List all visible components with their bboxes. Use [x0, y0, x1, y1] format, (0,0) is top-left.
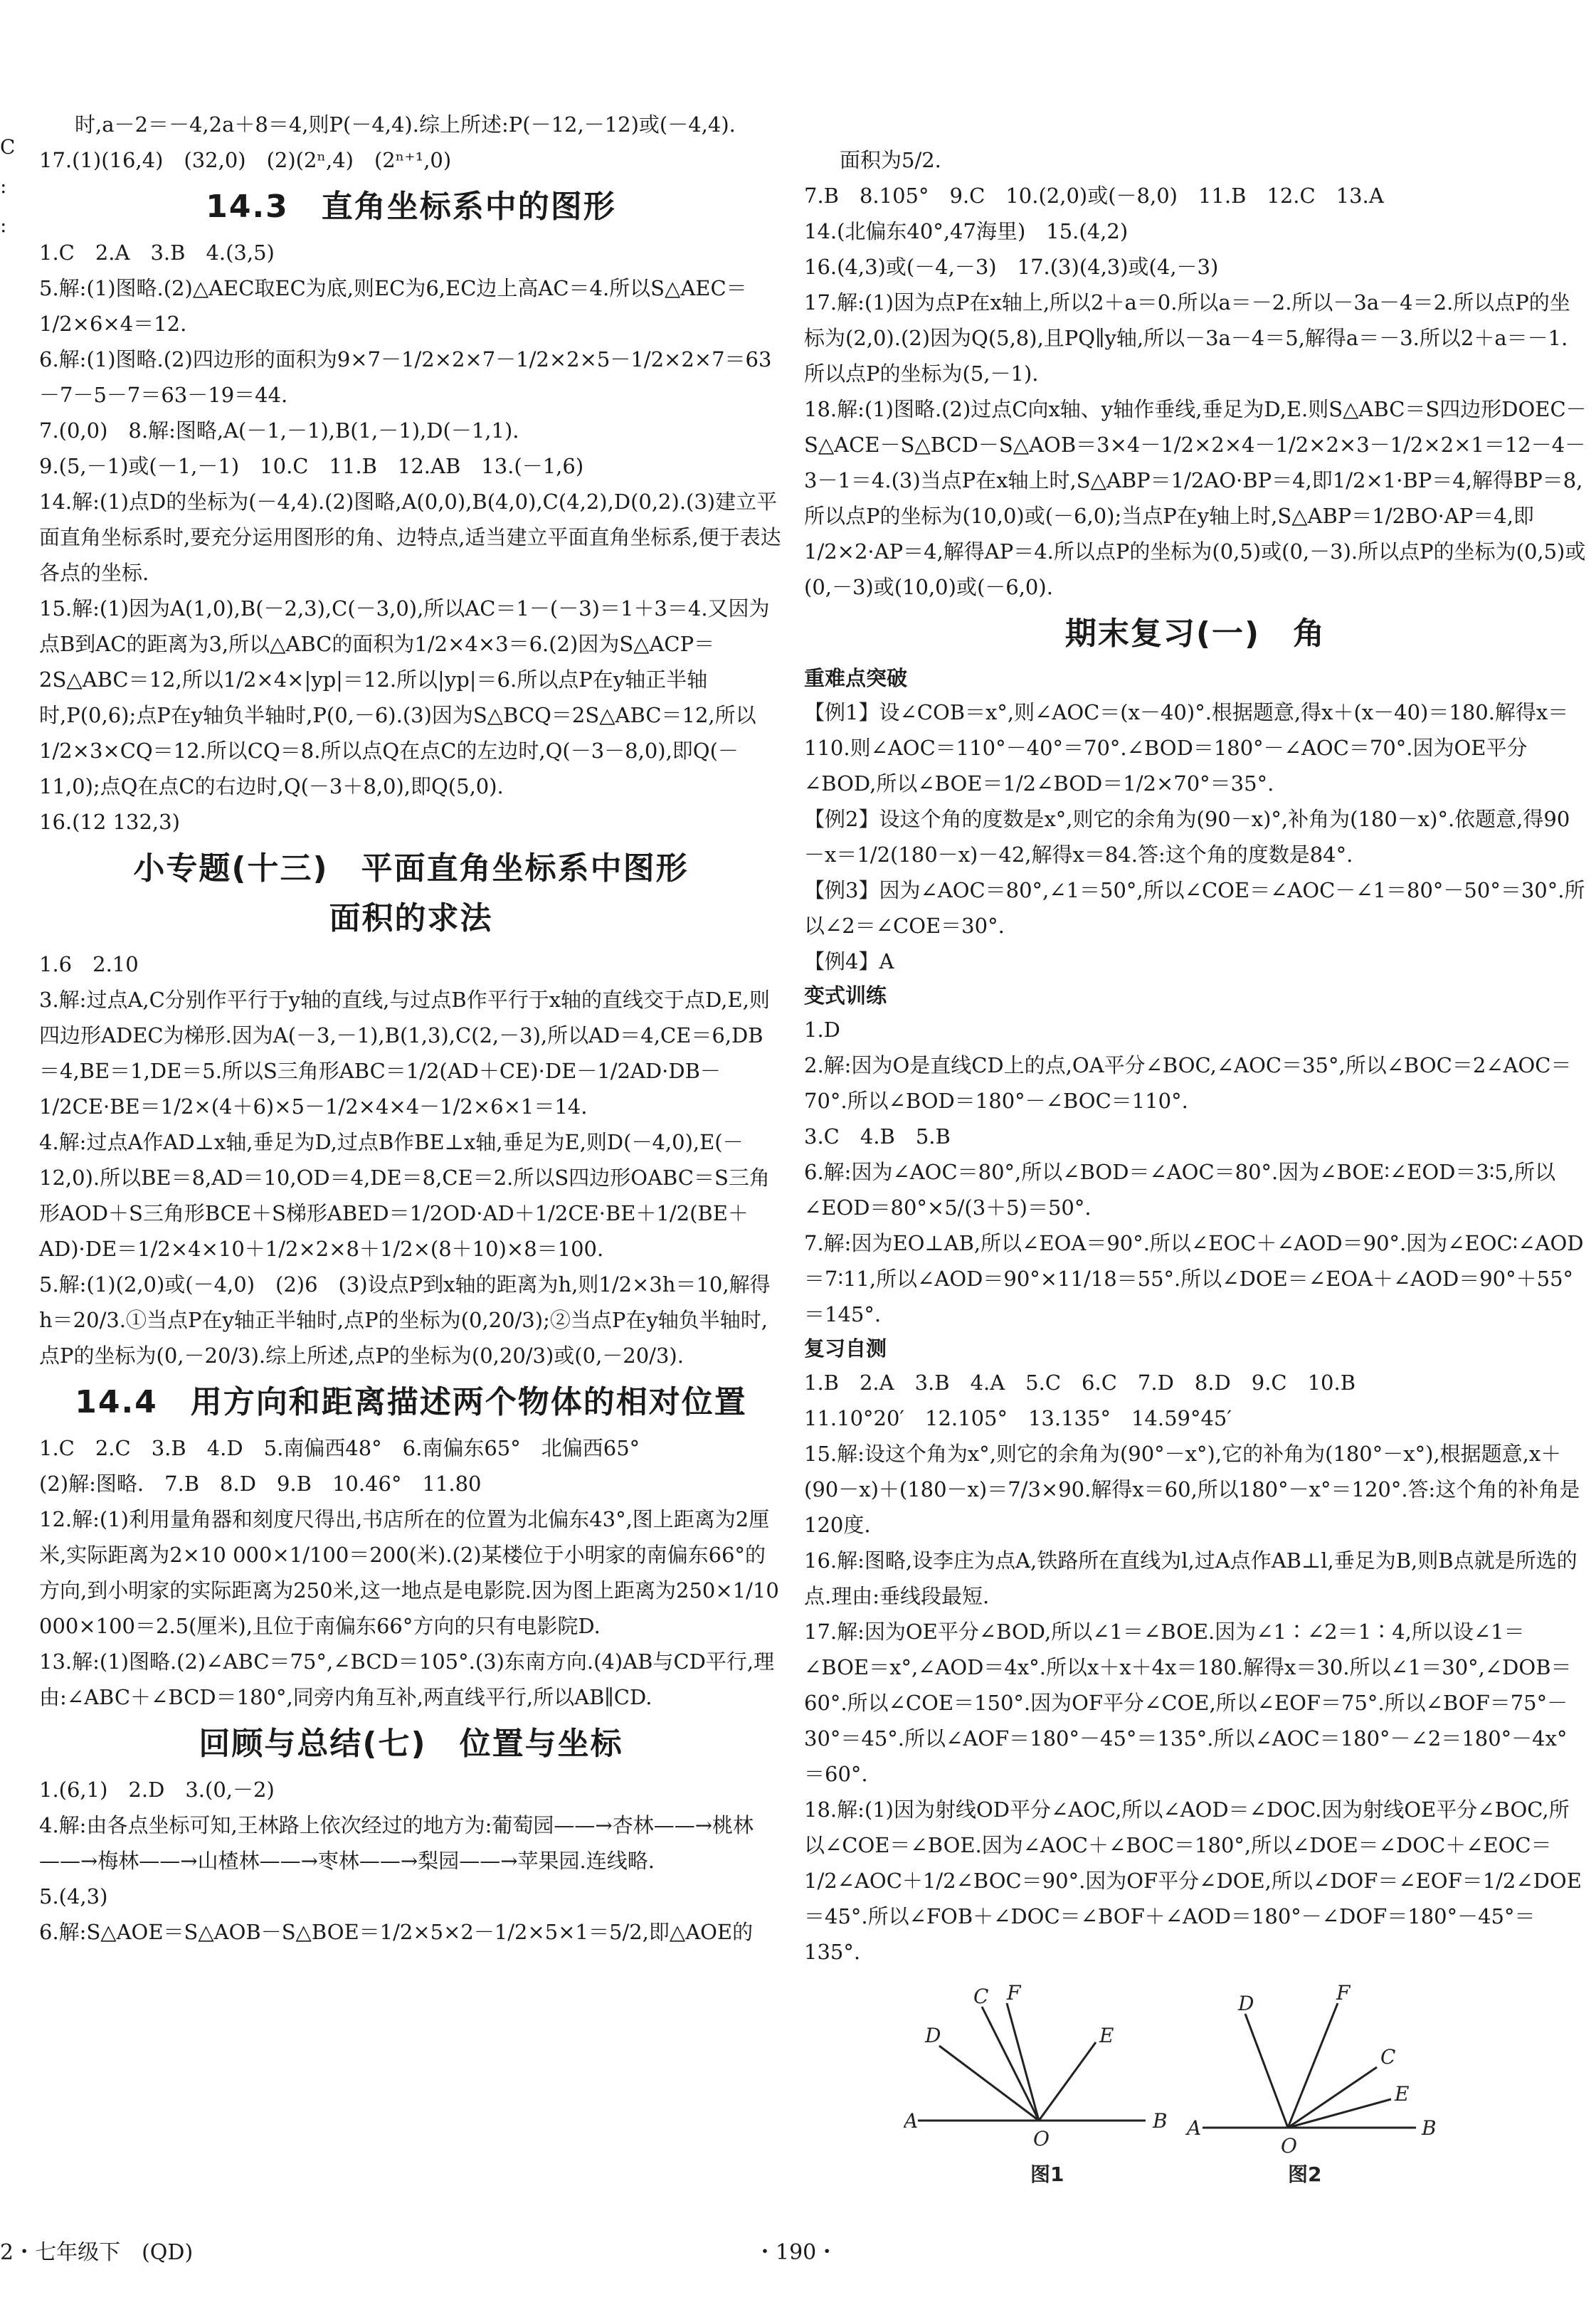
- answer-item: 14.解:(1)点D的坐标为(－4,4).(2)图略,A(0,0),B(4,0),C(4,2),D(0,2).(3)建立平面直角坐标系时,要充分运用图形的角、边特点,适当建立平面直角坐标系,便于表达各点的坐标.: [39, 490, 781, 585]
- answer-item: 9.(5,－1)或(－1,－1) 10.C 11.B 12.AB 13.(－1,6): [39, 454, 584, 478]
- section-heading: 14.4 用方向和距离描述两个物体的相对位置: [75, 1384, 747, 1420]
- footer-grade: 2・七年级下 (QD): [0, 2240, 194, 2265]
- fig1-label-o: O: [1033, 2127, 1050, 2150]
- answer-item: 17.解:(1)因为点P在x轴上,所以2＋a＝0.所以a＝－2.所以－3a－4＝2.所以点P的坐标为(2,0).(2)因为Q(5,8),且PQ∥y轴,所以－3a－4＝5,解得a＝－3.所以2＋a＝－1.所以点P的坐标为(5,－1).: [804, 290, 1570, 386]
- answer-item: 18.解:(1)图略.(2)过点C向x轴、y轴作垂线,垂足为D,E.则S△ABC＝S四边形DOEC－S△ACE－S△BCD－S△AOB＝3×4－1/2×2×4－1/2×2×3－1/2×2×1＝12－4－3－1＝4.(3)当点P在x轴上时,S△ABP＝1/2AO·BP＝4,即1/2×1·BP＝4,解得BP＝8,所以点P的坐标为(10,0)或(－6,0);当点P在y轴上时,S△ABP＝1/2BO·AP＝4,即1/2×2·AP＝4,解得AP＝4.所以点P的坐标为(0,5)或(0,－3).所以点P的坐标为(0,5)或(0,－3)或(10,0)或(－6,0).: [804, 397, 1587, 599]
- fig1-label-a: A: [904, 2109, 919, 2133]
- answer-item: 【例4】A: [804, 949, 894, 973]
- fig2-label-b: B: [1422, 2116, 1437, 2140]
- edge-mark-3: :: [0, 213, 7, 237]
- ray-od: [939, 2046, 1039, 2121]
- subsection-heading: 变式训练: [804, 983, 887, 1008]
- fig2-label-o: O: [1281, 2134, 1297, 2158]
- section-heading: 回顾与总结(七) 位置与坐标: [199, 1726, 623, 1762]
- answer-item: 5.解:(1)图略.(2)△AEC取EC为底,则EC为6,EC边上高AC＝4.所以S△AEC＝1/2×6×4＝12.: [39, 276, 747, 336]
- answer-item: 6.解:(1)图略.(2)四边形的面积为9×7－1/2×2×7－1/2×2×5－1/2×2×7＝63－7－5－7＝63－19＝44.: [39, 347, 772, 407]
- answer-item: 17.(1)(16,4) (32,0) (2)(2ⁿ,4) (2ⁿ⁺¹,0): [39, 148, 452, 172]
- answer-item: 16.解:图略,设李庄为点A,铁路所在直线为l,过A点作AB⊥l,垂足为B,则B点就是所选的点.理由:垂线段最短.: [804, 1548, 1577, 1608]
- answer-item: 17.解:因为OE平分∠BOD,所以∠1＝∠BOE.因为∠1∶∠2＝1∶4,所以设∠1＝∠BOE＝x°,∠AOD＝4x°.所以x＋x＋4x＝180.解得x＝30.所以∠1＝30°,∠DOB＝60°.所以∠COE＝150°.因为OF平分∠COE,所以∠EOF＝75°.所以∠BOF＝75°－30°＝45°.所以∠AOF＝180°－45°＝135°.所以∠AOC＝180°－∠2＝180°－4x°＝60°.: [804, 1620, 1572, 1786]
- fig2-label-a: A: [1187, 2116, 1202, 2140]
- answer-item: 4.解:过点A作AD⊥x轴,垂足为D,过点B作BE⊥x轴,垂足为E,则D(－4,0),E(－12,0).所以BE＝8,AD＝10,OD＝4,DE＝8,CE＝2.所以S四边形OABC＝S三角形AOD＋S三角形BCE＋S梯形ABED＝1/2OD·AD＋1/2CE·BE＋1/2(BE＋AD)·DE＝1/2×4×10＋1/2×2×8＋1/2×(8＋10)×8＝100.: [39, 1130, 770, 1261]
- ray-of: [1288, 2003, 1338, 2128]
- figure-2: [1181, 1971, 1466, 2185]
- answer-item: 4.解:由各点坐标可知,王林路上依次经过的地方为:葡萄园——→杏林——→桃林——→梅林——→山楂林——→枣林——→梨园——→苹果园.连线略.: [39, 1813, 754, 1873]
- section-heading: 小专题(十三) 平面直角坐标系中图形: [133, 850, 689, 887]
- fig2-caption: 图2: [1288, 2163, 1322, 2185]
- answer-item: 【例3】因为∠AOC＝80°,∠1＝50°,所以∠COE＝∠AOC－∠1＝80°－50°＝30°.所以∠2＝∠COE＝30°.: [804, 878, 1585, 938]
- answer-item: (2)解:图略. 7.B 8.D 9.B 10.46° 11.80: [39, 1472, 482, 1496]
- ray-oe: [1288, 2099, 1391, 2128]
- answer-item: 【例1】设∠COB＝x°,则∠AOC＝(x－40)°.根据题意,得x＋(x－40)＝180.解得x＝110.则∠AOC＝110°－40°＝70°.∠BOD＝180°－∠AOC＝70°.因为OE平分∠BOD,所以∠BOE＝1/2∠BOD＝1/2×70°＝35°.: [804, 700, 1569, 796]
- fig2-label-d: D: [1238, 1992, 1254, 2015]
- section-heading: 14.3 直角坐标系中的图形: [206, 189, 616, 225]
- figure-1: [904, 1971, 1188, 2185]
- answer-item: 面积为5/2.: [840, 148, 941, 172]
- answer-item: 7.解:因为EO⊥AB,所以∠EOA＝90°.所以∠EOC＋∠AOD＝90°.因为∠EOC∶∠AOD＝7∶11,所以∠AOD＝90°×11/18＝55°.所以∠DOE＝∠EOA＋∠AOD＝90°＋55°＝145°.: [804, 1231, 1584, 1326]
- answer-item: 12.解:(1)利用量角器和刻度尺得出,书店所在的位置为北偏东43°,图上距离为2厘米,实际距离为2×10 000×1/100＝200(米).(2)某楼位于小明家的南偏东66°的方向,到小明家的实际距离为250米,这一地点是电影院.因为图上距离为250×1/10 000×100＝2.5(厘米),且位于南偏东66°方向的只有电影院D.: [39, 1507, 779, 1638]
- answer-item: 5.(4,3): [39, 1884, 108, 1909]
- subsection-heading: 重难点突破: [804, 666, 908, 690]
- answer-item: 15.解:(1)因为A(1,0),B(－2,3),C(－3,0),所以AC＝1－(－3)＝1＋3＝4.又因为点B到AC的距离为3,所以△ABC的面积为1/2×4×3＝6.(2)因为S△ACP＝2S△ABC＝12,所以1/2×4×|yp|＝12.所以|yp|＝6.所以点P在y轴正半轴时,P(0,6);点P在y轴负半轴时,P(0,－6).(3)因为S△BCQ＝2S△ABC＝12,所以1/2×3×CQ＝12.所以CQ＝8.所以点Q在点C的左边时,Q(－3－8,0),即Q(－11,0);点Q在点C的右边时,Q(－3＋8,0),即Q(5,0).: [39, 596, 770, 798]
- fig1-label-c: C: [973, 1985, 989, 2008]
- answer-item: 6.解:S△AOE＝S△AOB－S△BOE＝1/2×5×2－1/2×5×1＝5/2,即△AOE的: [39, 1920, 754, 1944]
- fig2-label-c: C: [1380, 2045, 1396, 2069]
- answer-item: 11.10°20′ 12.105° 13.135° 14.59°45′: [804, 1406, 1232, 1430]
- answer-item: 13.解:(1)图略.(2)∠ABC＝75°,∠BCD＝105°.(3)东南方向.(4)AB与CD平行,理由:∠ABC＋∠BCD＝180°,同旁内角互补,两直线平行,所以AB∥CD.: [39, 1649, 775, 1709]
- answer-item: 3.解:过点A,C分别作平行于y轴的直线,与过点B作平行于x轴的直线交于点D,E,则四边形ADEC为梯形.因为A(－3,－1),B(1,3),C(2,－3),所以AD＝4,CE＝6,DB＝4,BE＝1,DE＝5.所以S三角形ABC＝1/2(AD＋CE)·DE－1/2AD·DB－1/2CE·BE＝1/2×(4＋6)×5－1/2×4×4－1/2×6×1＝14.: [39, 988, 770, 1119]
- answer-item: 16.(12 132,3): [39, 810, 180, 834]
- right-column: [804, 142, 1587, 1970]
- answer-item: 5.解:(1)(2,0)或(－4,0) (2)6 (3)设点P到x轴的距离为h,则1/2×3h＝10,解得h＝20/3.①当点P在y轴正半轴时,点P的坐标为(0,20/3);②当点P在y轴负半轴时,点P的坐标为(0,－20/3).综上所述,点P的坐标为(0,20/3)或(0,－20/3).: [39, 1272, 771, 1368]
- answer-item: 1.D: [804, 1018, 840, 1042]
- subsection-heading: 复习自测: [804, 1336, 887, 1361]
- fig2-label-f: F: [1336, 1981, 1351, 2005]
- ray-oc: [1288, 2067, 1377, 2128]
- answer-item: 14.(北偏东40°,47海里) 15.(4,2): [804, 219, 1129, 243]
- answer-item: 16.(4,3)或(－4,－3) 17.(3)(4,3)或(4,－3): [804, 255, 1219, 279]
- answer-item: 6.解:因为∠AOC＝80°,所以∠BOD＝∠AOC＝80°.因为∠BOE∶∠EOD＝3∶5,所以∠EOD＝80°×5/(3＋5)＝50°.: [804, 1160, 1556, 1220]
- answer-item: 3.C 4.B 5.B: [804, 1124, 951, 1149]
- page-number: ・190・: [754, 2240, 838, 2265]
- answer-item: 1.(6,1) 2.D 3.(0,－2): [39, 1778, 275, 1802]
- section-heading: 期末复习(一) 角: [1064, 616, 1326, 652]
- answer-item: 1.B 2.A 3.B 4.A 5.C 6.C 7.D 8.D 9.C 10.B: [804, 1371, 1356, 1395]
- answer-item: 1.6 2.10: [39, 952, 139, 976]
- fig1-label-e: E: [1099, 2024, 1114, 2047]
- fig2-label-e: E: [1395, 2082, 1410, 2106]
- answer-item: 15.解:设这个角为x°,则它的余角为(90°－x°),它的补角为(180°－x°),根据题意,x＋(90－x)＋(180－x)＝7/3×90.解得x＝60,所以180°－x°＝120°.答:这个角的补角是120度.: [804, 1442, 1580, 1537]
- fig1-label-b: B: [1153, 2109, 1168, 2133]
- answer-item: 7.B 8.105° 9.C 10.(2,0)或(－8,0) 11.B 12.C 13.A: [804, 184, 1384, 208]
- fig1-label-f: F: [1007, 1981, 1021, 2005]
- answer-item: 2.解:因为O是直线CD上的点,OA平分∠BOC,∠AOC＝35°,所以∠BOC＝2∠AOC＝70°.所以∠BOD＝180°－∠BOC＝110°.: [804, 1053, 1572, 1113]
- answer-item: 18.解:(1)因为射线OD平分∠AOC,所以∠AOD＝∠DOC.因为射线OE平分∠BOC,所以∠COE＝∠BOE.因为∠AOC＋∠BOC＝180°,所以∠DOE＝∠DOC＋∠EOC＝1/2∠AOC＋1/2∠BOC＝90°.因为OF平分∠DOE,所以∠DOF＝∠EOF＝1/2∠DOE＝45°.所以∠FOB＋∠DOC＝∠BOF＋∠AOD＝180°－∠DOF＝180°－45°＝135°.: [804, 1797, 1582, 1964]
- answer-item: 7.(0,0) 8.解:图略,A(－1,－1),B(1,－1),D(－1,1).: [39, 418, 519, 443]
- answer-item: 时,a－2＝－4,2a＋8＝4,则P(－4,4).综上所述:P(－12,－12)或(－4,4).: [75, 112, 736, 137]
- edge-mark-2: :: [0, 174, 7, 198]
- fig1-caption: 图1: [1030, 2163, 1064, 2185]
- answer-item: 1.C 2.A 3.B 4.(3,5): [39, 241, 275, 265]
- edge-mark-1: C: [0, 135, 16, 159]
- answer-item: 【例2】设这个角的度数是x°,则它的余角为(90－x)°,补角为(180－x)°.依题意,得90－x＝1/2(180－x)－42,解得x＝84.答:这个角的度数是84°.: [804, 807, 1570, 867]
- ray-oe: [1039, 2042, 1096, 2121]
- left-column: [39, 107, 783, 1950]
- ray-od: [1245, 2014, 1288, 2128]
- ray-of: [1007, 2003, 1039, 2121]
- ray-oc: [982, 2007, 1039, 2121]
- answer-item: 1.C 2.C 3.B 4.D 5.南偏西48° 6.南偏东65° 北偏西65°: [39, 1436, 640, 1460]
- fig1-label-d: D: [925, 2024, 941, 2047]
- section-heading: 面积的求法: [329, 900, 493, 936]
